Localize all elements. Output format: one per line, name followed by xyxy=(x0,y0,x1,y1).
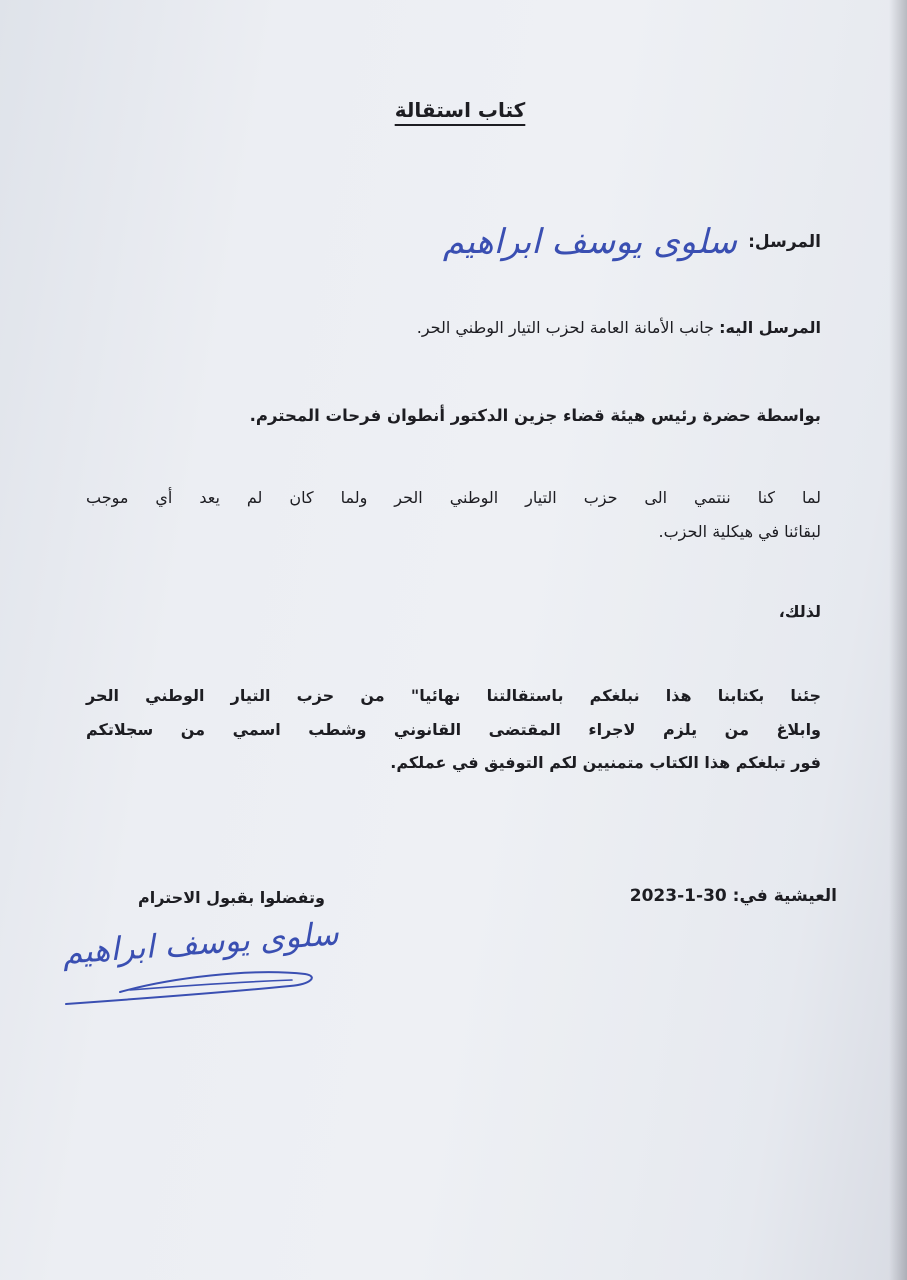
paragraph2-line2: وابلاغ من يلزم لاجراء المقتضى القانوني وشطب اسمي من سجلاتكم xyxy=(86,720,821,739)
paragraph2-line3: فور تبلغكم هذا الكتاب متمنيين لكم التوفيق في عملكم. xyxy=(390,753,821,772)
signature: سلوى يوسف ابراهيم xyxy=(61,914,340,972)
paragraph2-line1: جئنا بكتابنا هذا نبلغكم باستقالتنا نهائيا" من حزب التيار الوطني الحر xyxy=(86,686,821,705)
closing-text: وتفضلوا بقبول الاحترام xyxy=(137,888,325,907)
paper-edge-shadow xyxy=(889,0,907,1280)
letter-title: كتاب استقالة xyxy=(394,98,526,122)
recipient-label: المرسل اليه: xyxy=(719,318,821,337)
therefore-text: لذلك، xyxy=(778,602,821,621)
sender-label: المرسل: xyxy=(748,232,821,252)
sender-handwritten-name: سلوى يوسف ابراهيم xyxy=(442,222,737,262)
recipient-value: جانب الأمانة العامة لحزب التيار الوطني الحر. xyxy=(416,318,715,337)
via-line: بواسطة حضرة رئيس هيئة قضاء جزين الدكتور أنطوان فرحات المحترم. xyxy=(249,406,821,425)
paragraph1-line1: لما كنا ننتمي الى حزب التيار الوطني الحر ولما كان لم يعد أي موجب xyxy=(86,488,821,507)
place-date: العيشية في: 30-1-2023 xyxy=(629,886,837,906)
paragraph1-line2: لبقائنا في هيكلية الحزب. xyxy=(658,522,821,541)
recipient-line xyxy=(417,318,821,337)
